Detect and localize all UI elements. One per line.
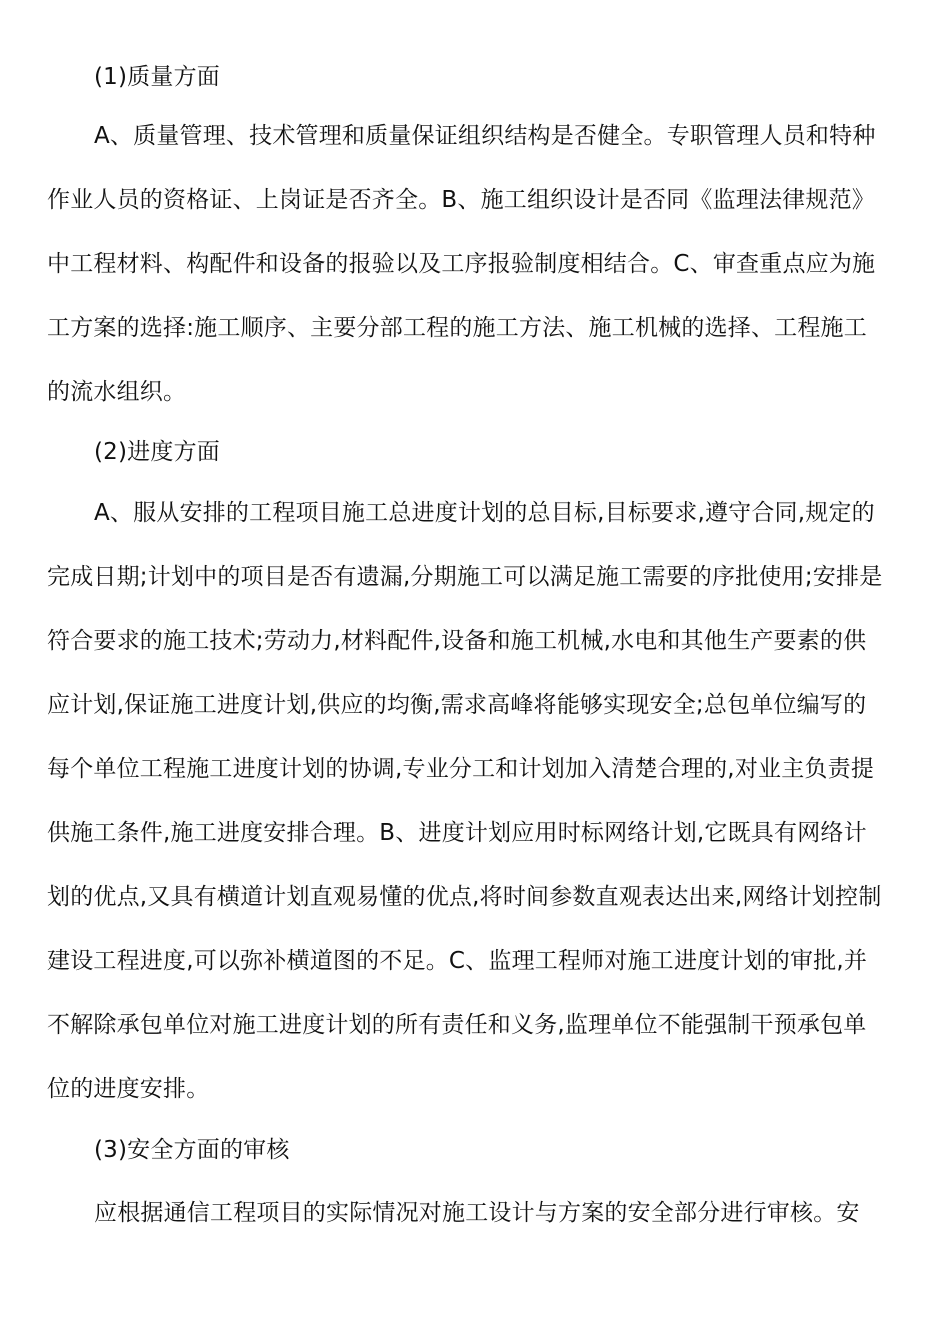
paragraph-line: 位的进度安排。 — [47, 1076, 210, 1102]
paragraph-line: A、质量管理、技术管理和质量保证组织结构是否健全。专职管理人员和特种 — [94, 123, 876, 149]
section-heading-progress: (2)进度方面 — [94, 439, 220, 465]
paragraph-line: 供施工条件,施工进度安排合理。B、进度计划应用时标网络计划,它既具有网络计 — [47, 820, 867, 846]
section-heading-quality: (1)质量方面 — [94, 64, 220, 90]
paragraph-line: 不解除承包单位对施工进度计划的所有责任和义务,监理单位不能强制干预承包单 — [47, 1012, 867, 1038]
paragraph-line: 建设工程进度,可以弥补横道图的不足。C、监理工程师对施工进度计划的审批,并 — [47, 948, 868, 974]
paragraph-line: A、服从安排的工程项目施工总进度计划的总目标,目标要求,遵守合同,规定的 — [94, 500, 875, 526]
paragraph-line: 划的优点,又具有横道计划直观易懂的优点,将时间参数直观表达出来,网络计划控制 — [47, 884, 882, 910]
paragraph-line: 的流水组织。 — [47, 379, 187, 405]
paragraph-line: 中工程材料、构配件和设备的报验以及工序报验制度相结合。C、审查重点应为施 — [47, 251, 876, 277]
paragraph-line: 每个单位工程施工进度计划的协调,专业分工和计划加入清楚合理的,对业主负责提 — [47, 756, 875, 782]
paragraph-line: 应根据通信工程项目的实际情况对施工设计与方案的安全部分进行审核。安 — [94, 1200, 860, 1226]
paragraph-line: 工方案的选择:施工顺序、主要分部工程的施工方法、施工机械的选择、工程施工 — [47, 315, 867, 341]
paragraph-line: 作业人员的资格证、上岗证是否齐全。B、施工组织设计是否同《监理法律规范》 — [47, 187, 875, 213]
section-heading-safety: (3)安全方面的审核 — [94, 1137, 290, 1163]
paragraph-line: 应计划,保证施工进度计划,供应的均衡,需求高峰将能够实现安全;总包单位编写的 — [47, 692, 867, 718]
paragraph-line: 完成日期;计划中的项目是否有遗漏,分期施工可以满足施工需要的序批使用;安排是 — [47, 564, 883, 590]
paragraph-line: 符合要求的施工技术;劳动力,材料配件,设备和施工机械,水电和其他生产要素的供 — [47, 628, 867, 654]
